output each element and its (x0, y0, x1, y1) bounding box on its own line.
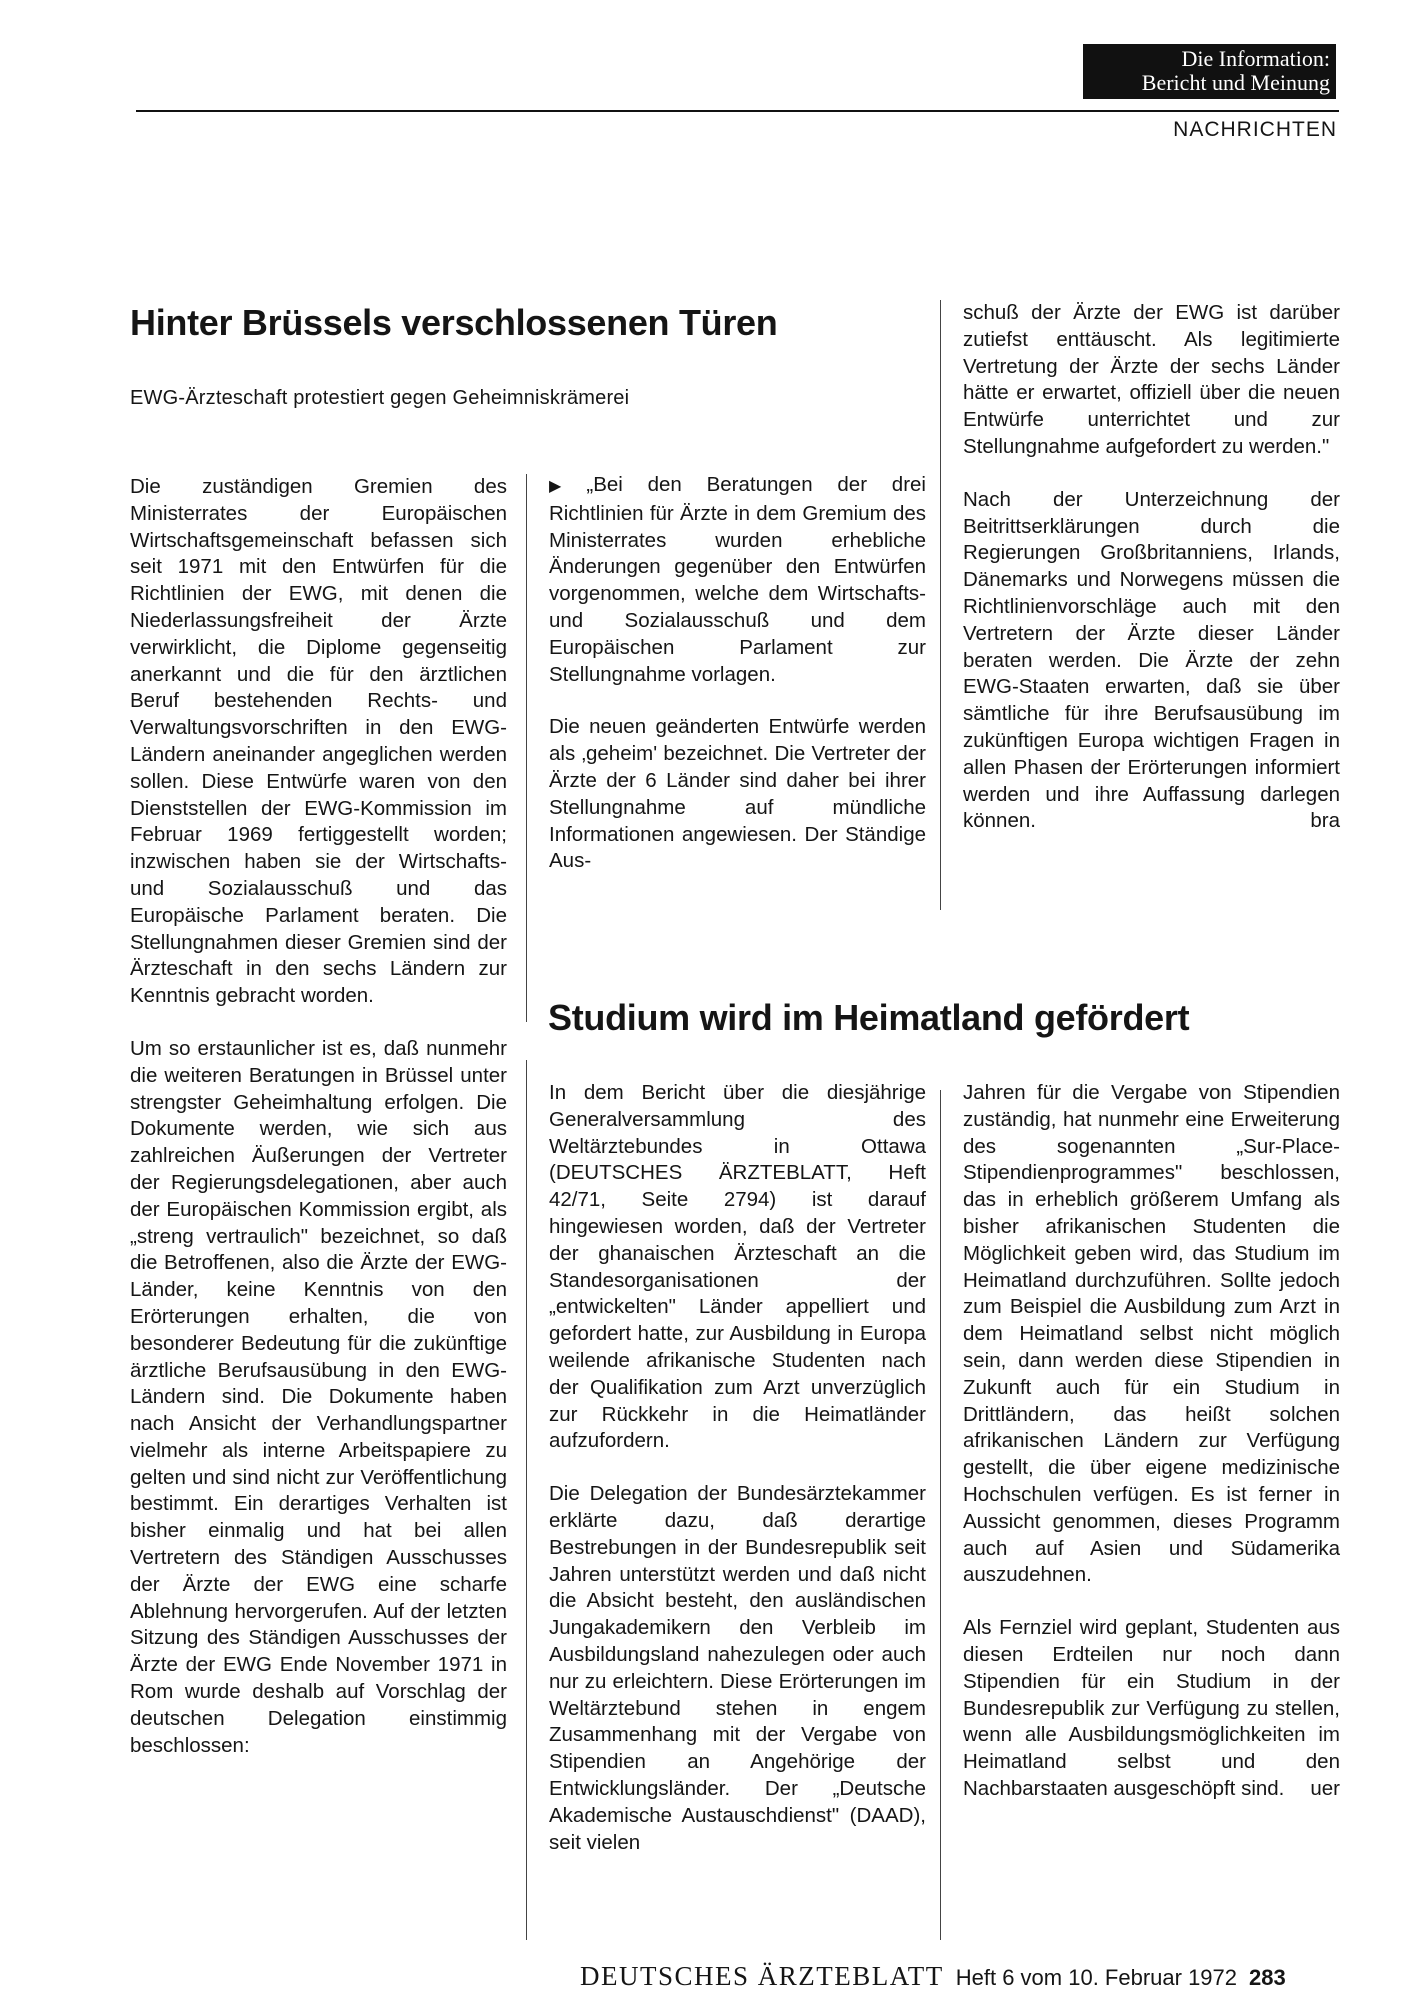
column-divider (940, 300, 941, 910)
article1-paragraph: Die neuen geänderten Entwürfe werden als ‚geheim' bezeichnet. Die Vertreter der Ärzte der 6 Länder sind daher bei ihrer Stellungnahme auf mündliche Informationen angewiesen. Der Ständige Aus- (549, 715, 926, 873)
badge-line-2: Bericht und Meinung (1141, 70, 1330, 95)
article2-paragraph-text: Als Fernziel wird geplant, Studenten aus diesen Erdteilen nur noch dann Stipendien für ein Studium in der Bundesrepublik zur Verfügung zu stellen, wenn alle Ausbildungsmöglichkeiten im Heimatland selbst und den Nachbarstaaten ausgeschöpft sind. (963, 1616, 1340, 1800)
issue-info: Heft 6 vom 10. Februar 1972 (955, 1965, 1238, 1990)
column-divider (940, 1090, 941, 1940)
article2-paragraph-final (963, 1615, 1340, 1803)
article1-paragraph: schuß der Ärzte der EWG ist darüber zutiefst enttäuscht. Als legitimierte Vertretung der Ärzte der sechs Länder hätte er erwartet, offiziell über die neuen Entwürfe unterrichtet und zur Stellungnahme aufgefordert zu werden." (963, 301, 1340, 458)
column-divider (526, 1060, 527, 1940)
article1-paragraph: Um so erstaunlicher ist es, daß nunmehr die weiteren Beratungen in Brüssel unter strengster Geheimhaltung erfolgen. Die Dokumente werden, wie sich aus zahlreichen Äußerungen der Vertreter der Regierungsdelegationen, aber auch der Europäischen Kommission ergibt, als „streng vertraulich" bezeichnet, so daß die Betroffenen, also die Ärzte der EWG-Länder, keine Kenntnis von den Erörterungen erhalten, die von besonderer Bedeutung für die zukünftige ärztliche Berufsausübung in den EWG-Ländern sind. Die Dokumente haben nach Ansicht der Verhandlungspartner vielmehr als interne Arbeitspapiere zu gelten und sind nicht zur Veröffentlichung bestimmt. Ein derartiges Verhalten ist bisher einmalig und hat bei allen Vertretern des Ständigen Ausschusses der Ärzte der EWG eine scharfe Ablehnung hervorgerufen. Auf der letzten Sitzung des Ständigen Ausschusses der Ärzte der EWG Ende November 1971 in Rom wurde deshalb auf Vorschlag der deutschen Delegation einstimmig beschlossen: (130, 1036, 507, 1757)
badge-line-1: Die Information: (1181, 46, 1330, 71)
article1-title: Hinter Brüssels verschlossenen Türen (130, 302, 778, 343)
article2-signature: uer (1310, 1776, 1340, 1800)
article1-signature: bra (1310, 809, 1340, 833)
department-badge (1083, 44, 1336, 99)
article2-paragraph: In dem Bericht über die diesjährige Generalversammlung des Weltärztebundes in Ottawa (DEUTSCHES ÄRZTEBLATT, Heft 42/71, Seite 2794) ist darauf hingewiesen worden, daß der Vertreter der ghanaischen Ärzteschaft an die Standesorganisationen der „entwickelten" Länder appelliert und gefordert hatte, zur Ausbildung in Europa weilende afrikanische Studenten nach der Qualifikation zum Arzt unverzüglich zur Rückkehr in die Heimatländer aufzufordern. (549, 1081, 926, 1453)
article1-subtitle: EWG-Ärzteschaft protestiert gegen Geheimniskrämerei (130, 387, 630, 409)
magazine-name: DEUTSCHES ÄRZTEBLATT (580, 1961, 944, 1991)
column-divider (526, 474, 527, 1022)
article1-quote-text: „Bei den Beratungen der drei Richtlinien für Ärzte in dem Gremium des Ministerrates wurden erhebliche Änderungen gegenüber den Entwürfen vorgenommen, welche dem Wirtschafts- und Sozialausschuß und dem Europäischen Parlament zur Stellungnahme vorlagen. (549, 473, 926, 686)
triangle-bullet-icon: ▶ (549, 478, 581, 495)
article1-paragraph-text: Nach der Unterzeichnung der Beitrittserklärungen durch die Regierungen Großbritanniens, Irlands, Dänemarks und Norwegens müssen die Richtlinienvorschläge auch mit den Vertretern der Ärzte dieser Länder beraten werden. Die Ärzte der zehn EWG-Staaten erwarten, daß sie über sämtliche für ihre Berufsausübung im zukünftigen Europa wichtigen Fragen in allen Phasen der Erörterungen informiert werden und ihre Auffassung darlegen können. (963, 487, 1340, 833)
article2-paragraph: Jahren für die Vergabe von Stipendien zuständig, hat nunmehr eine Erweiterung des sogenannten „Sur-Place-Stipendienprogrammes" beschlossen, das in erheblich größerem Umfang als bisher afrikanischen Studenten die Möglichkeit geben wird, das Studium im Heimatland durchzuführen. Sollte jedoch zum Beispiel die Ausbildung zum Arzt in dem Heimatland selbst nicht möglich sein, dann werden diese Stipendien in Zukunft auch für ein Studium in Drittländern, das heißt solchen afrikanischen Ländern zur Verfügung gestellt, die über eigene medizinische Hochschulen verfügen. Es ist ferner in Aussicht genommen, dieses Programm auch auf Asien und Südamerika auszudehnen. (963, 1081, 1340, 1587)
article1-column-1 (130, 474, 507, 1759)
article1-paragraph-final (963, 487, 1340, 835)
article1-paragraph: Die zuständigen Gremien des Ministerrates der Europäischen Wirtschaftsgemeinschaft befassen sich seit 1971 mit den Entwürfen für die Richtlinien der EWG, mit denen die Niederlassungsfreiheit der Ärzte verwirklicht, die Diplome gegenseitig anerkannt und die für den ärztlichen Beruf bestehenden Rechts- und Verwaltungsvorschriften in den EWG-Ländern aneinander angeglichen werden sollen. Diese Entwürfe waren von den Dienststellen der EWG-Kommission im Februar 1969 fertiggestellt worden; inzwischen haben sie der Wirtschafts- und Sozialausschuß und das Europäische Parlament beraten. Die Stellungnahmen dieser Gremien sind der Ärzteschaft in den sechs Ländern zur Kenntnis gebracht worden. (130, 475, 507, 1008)
article1-quote (549, 472, 926, 688)
header-rule (136, 110, 1339, 112)
page-footer (580, 1961, 1286, 1992)
article2-paragraph: Die Delegation der Bundesärztekammer erklärte dazu, daß derartige Bestrebungen in der Bundesrepublik seit Jahren unterstützt werden und daß nicht die Absicht besteht, den ausländischen Jungakademikern den Verbleib im Ausbildungsland nahezulegen oder auch nur zu erleichtern. Diese Erörterungen im Weltärztebund stehen in engem Zusammenhang mit der Vergabe von Stipendien an Angehörige der Entwicklungsländer. Der „Deutsche Akademische Austauschdienst" (DAAD), seit vielen (549, 1482, 926, 1854)
article1-column-2 (549, 472, 926, 875)
section-label: NACHRICHTEN (1173, 118, 1337, 141)
article2-column-1 (549, 1080, 926, 1856)
article2-title: Studium wird im Heimatland gefördert (548, 997, 1190, 1038)
page-number: 283 (1249, 1965, 1286, 1990)
article1-column-3 (963, 300, 1340, 835)
article2-column-2 (963, 1080, 1340, 1803)
